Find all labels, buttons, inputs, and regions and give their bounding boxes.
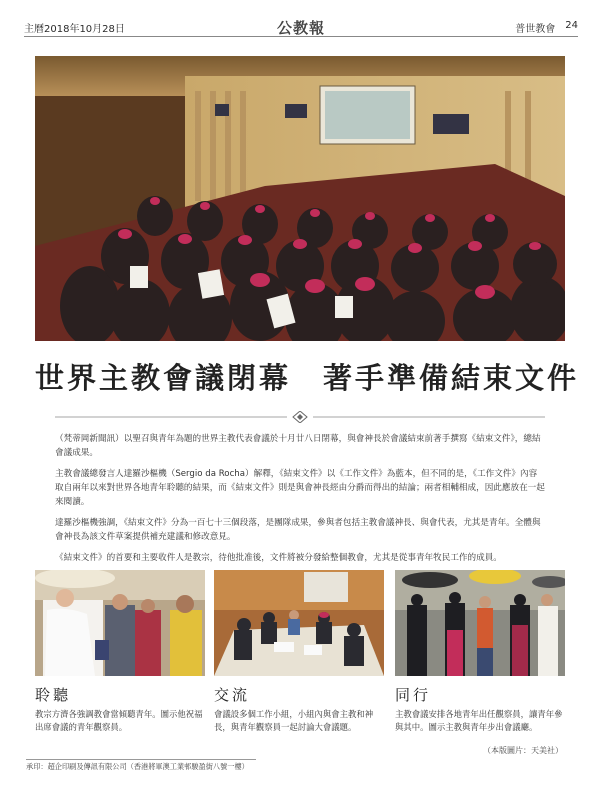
pope-blessing-photo bbox=[35, 570, 205, 676]
working-group-photo bbox=[214, 570, 384, 676]
caption-title: 交流 bbox=[214, 686, 251, 704]
headline: 世界主教會議閉幕 著手準備結束文件 bbox=[35, 361, 580, 395]
caption-text: 主教會議安排各地青年出任觀察員，讓青年參與其中。圖示主教與青年步出會議廳。 bbox=[395, 709, 563, 732]
caption-title: 聆聽 bbox=[35, 686, 72, 704]
issue-date: 主曆2018年10月28日 bbox=[24, 23, 125, 35]
article-body bbox=[55, 432, 545, 572]
photo-credit: （本版圖片：天美社） bbox=[483, 746, 563, 755]
caption-text: 教宗方濟各強調教會當傾聽青年。圖示他祝福出席會議的青年觀察員。 bbox=[35, 709, 203, 732]
section-name: 普世教會 bbox=[515, 23, 556, 35]
caption-listen bbox=[35, 684, 207, 734]
synod-hall-photo bbox=[35, 56, 565, 341]
paragraph: 主教會議總發言人達羅沙樞機（Sergio da Rocha）解釋，《結束文件》以《工作文件》為藍本，但不同的是，《工作文件》內容取自兩年以來對世界各地青年聆聽的結果，而《結束文件》則是與會神長經由分爵而得出的結論；兩者相輔相成，因此應放在一起來閱讀。 bbox=[55, 469, 545, 507]
paragraph: 達羅沙樞機強調，《結束文件》分為一百七十三個段落，是團隊成果，參與者包括主教會議神長、與會代表，尤其是青年。全體與會神長為該文件草案提供補充建議和修改意見。 bbox=[55, 518, 541, 542]
printer-footer: 承印：超企印刷及傳訊有限公司（香港將軍澳工業邨駿盈街八號一樓） bbox=[26, 759, 256, 772]
masthead: 公教報 bbox=[276, 19, 326, 37]
page-header bbox=[24, 18, 578, 37]
caption-title: 同行 bbox=[395, 686, 432, 704]
bishops-youth-walking-photo bbox=[395, 570, 565, 676]
ornament-divider bbox=[55, 411, 545, 423]
caption-exchange bbox=[214, 684, 386, 734]
paragraph: 《結束文件》的首要和主要收件人是教宗，待他批准後，文件將被分發給整個教會，尤其是從事青年牧民工作的成員。 bbox=[55, 553, 502, 563]
caption-text: 會議設多個工作小組，小組內與會主教和神長，與青年觀察員一起討論大會議題。 bbox=[214, 709, 374, 732]
page-number: 24 bbox=[565, 19, 578, 31]
caption-accompany bbox=[395, 684, 567, 734]
paragraph: （梵蒂岡新聞訊）以聖召與青年為題的世界主教代表會議於十月廿八日閉幕，與會神長於會議結束前著手撰寫《結束文件》，總結會議成果。 bbox=[55, 434, 541, 458]
